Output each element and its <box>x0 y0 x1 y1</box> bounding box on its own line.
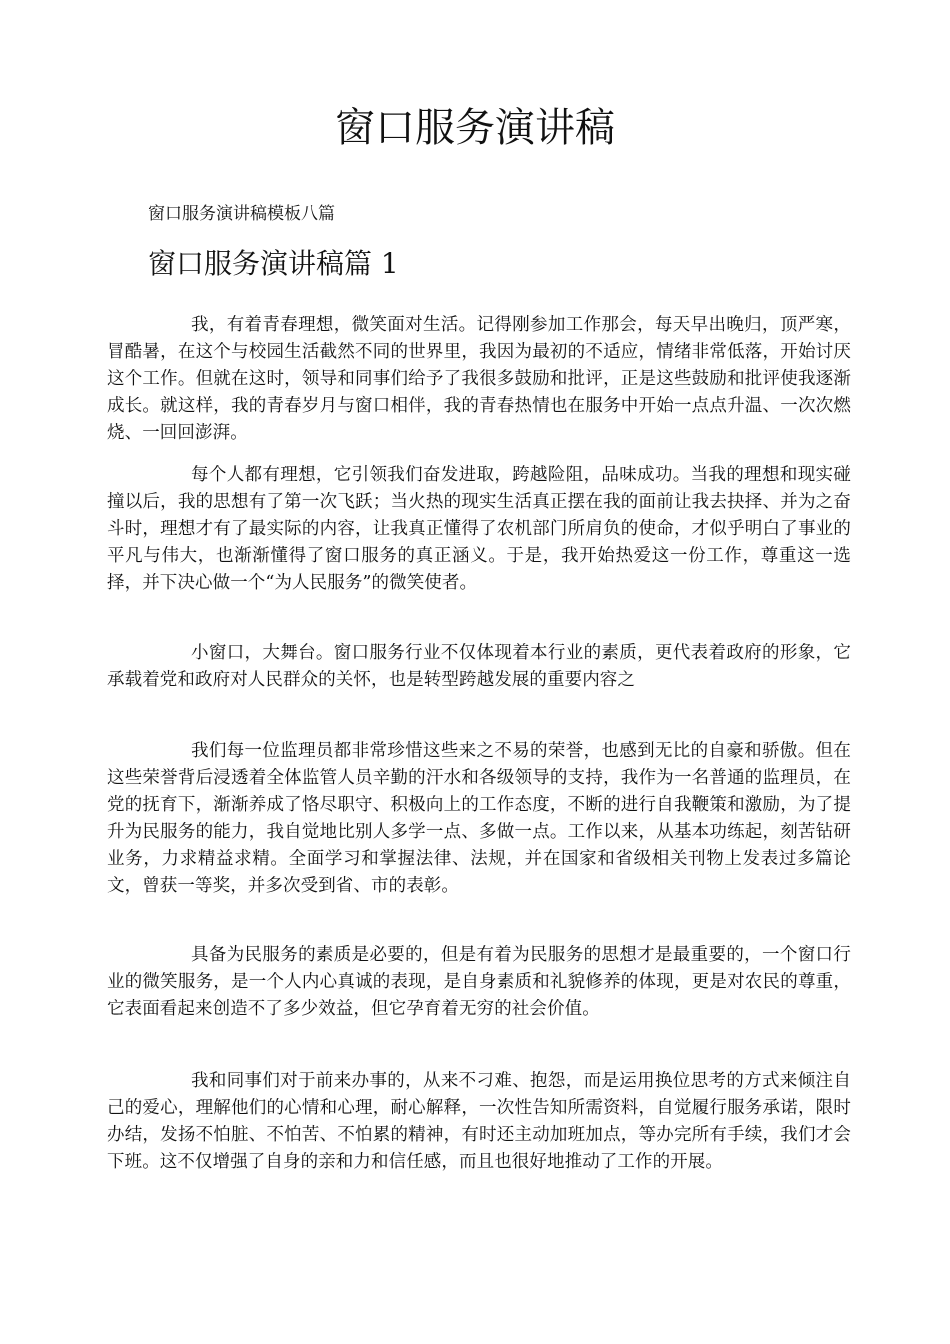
body-paragraph: 我，有着青春理想，微笑面对生活。记得刚参加工作那会，每天早出晚归，顶严寒，冒酷暑，在这个与校园生活截然不同的世界里，我因为最初的不适应，情绪非常低落，开始讨厌这个工作。但就在这时，领导和同事们给予了我很多鼓励和批评，正是这些鼓励和批评使我逐渐成长。就这样，我的青春岁月与窗口相伴，我的青春热情也在服务中开始一点点升温、一次次燃烧、一回回澎湃。 <box>107 315 851 443</box>
body-paragraph: 每个人都有理想，它引领我们奋发进取，跨越险阻，品味成功。当我的理想和现实碰撞以后，我的思想有了第一次飞跃；当火热的现实生活真正摆在我的面前让我去抉择、并为之奋斗时，理想才有了最实际的内容，让我真正懂得了农机部门所肩负的使命，才似乎明白了事业的平凡与伟大，也渐渐懂得了窗口服务的真正涵义。于是，我开始热爱这一份工作，尊重这一选择，并下决心做一个“为人民服务”的微笑使者。 <box>107 465 851 593</box>
body-paragraph: 我和同事们对于前来办事的，从来不刁难、抱怨，而是运用换位思考的方式来倾注自己的爱心，理解他们的心情和心理，耐心解释，一次性告知所需资料，自觉履行服务承诺，限时办结，发扬不怕脏、不怕苦、不怕累的精神，有时还主动加班加点，等办完所有手续，我们才会下班。这不仅增强了自身的亲和力和信任感，而且也很好地推动了工作的开展。 <box>107 1071 851 1172</box>
body-paragraph: 我们每一位监理员都非常珍惜这些来之不易的荣誉，也感到无比的自豪和骄傲。但在这些荣誉背后浸透着全体监管人员辛勤的汗水和各级领导的支持，我作为一名普通的监理员，在党的抚育下，渐渐养成了恪尽职守、积极向上的工作态度，不断的进行自我鞭策和激励，为了提升为民服务的能力，我自觉地比别人多学一点、多做一点。工作以来，从基本功练起，刻苦钻研业务，力求精益求精。全面学习和掌握法律、法规，并在国家和省级相关刊物上发表过多篇论文，曾获一等奖，并多次受到省、市的表彰。 <box>107 741 851 896</box>
document-subtitle: 窗口服务演讲稿模板八篇 <box>148 204 335 224</box>
document-title: 窗口服务演讲稿 <box>335 105 615 151</box>
section-heading: 窗口服务演讲稿篇 1 <box>148 247 399 280</box>
body-paragraph: 小窗口，大舞台。窗口服务行业不仅体现着本行业的素质，更代表着政府的形象，它承载着党和政府对人民群众的关怀，也是转型跨越发展的重要内容之 <box>107 643 851 690</box>
body-paragraph: 具备为民服务的素质是必要的，但是有着为民服务的思想才是最重要的，一个窗口行业的微笑服务，是一个人内心真诚的表现，是自身素质和礼貌修养的体现，更是对农民的尊重，它表面看起来创造不了多少效益，但它孕育着无穷的社会价值。 <box>107 945 851 1019</box>
